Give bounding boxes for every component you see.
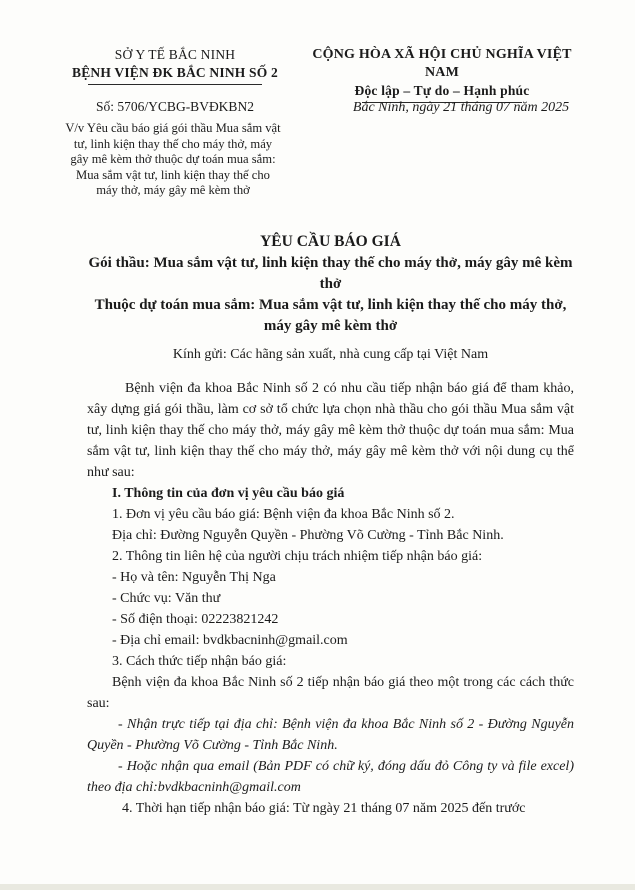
intro-paragraph: Bệnh viện đa khoa Bắc Ninh số 2 có nhu cầu tiếp nhận báo giá để tham khảo, xây dựng giá gói thầu, làm cơ sở tổ chức lựa chọn nhà thầu cho gói thầu Mua sắm vật tư, linh kiện thay thế cho máy thở, máy gây mê kèm thở thuộc dự toán mua sắm: Mua sắm vật tư, linh kiện thay thế cho máy thở, máy gây mê kèm thở với nội dung cụ thể như sau: <box>87 381 574 480</box>
page-bottom-edge <box>0 884 635 890</box>
salutation: Kính gửi: Các hãng sản xuất, nhà cung cấp tại Việt Nam <box>172 347 489 362</box>
issuing-authority: SỞ Y TẾ BẮC NINH <box>114 47 236 62</box>
document-subject: V/v Yêu cầu báo giá gói thầu Mua sắm vật tư, linh kiện thay thế cho máy thở, máy gây mê kèm thở thuộc dự toán mua sắm: Mua sắm vật tư, linh kiện thay thế cho máy thở, máy gây mê kèm thở <box>65 121 281 198</box>
method-email-paragraph: - Hoặc nhận qua email (Bản PDF có chữ ký, đóng dấu đỏ Công ty và file excel) theo địa chỉ:bvdkbacninh@gmail.com <box>87 759 574 795</box>
document-number: Số: 5706/YCBG-BVĐKBN2 <box>96 99 254 114</box>
package-title: Gói thầu: Mua sắm vật tư, linh kiện thay thế cho máy thở, máy gây mê kèm thở <box>88 255 573 292</box>
contact-email-line: - Địa chỉ email: bvdkbacninh@gmail.com <box>112 633 348 648</box>
estimate-title: Thuộc dự toán mua sắm: Mua sắm vật tư, linh kiện thay thế cho máy thở, máy gây mê kèm thở <box>94 297 567 334</box>
national-title: CỘNG HÒA XÃ HỘI CHỦ NGHĨA VIỆT NAM <box>312 47 572 80</box>
document-title: YÊU CẦU BÁO GIÁ <box>260 233 401 250</box>
contact-heading-line: 2. Thông tin liên hệ của người chịu trách nhiệm tiếp nhận báo giá: <box>112 549 483 564</box>
deadline-line: 4. Thời hạn tiếp nhận báo giá: Từ ngày 21 tháng 07 năm 2025 đến trước <box>122 801 526 816</box>
header-left-rule <box>88 84 262 85</box>
contact-name-line: - Họ và tên: Nguyễn Thị Nga <box>112 570 276 585</box>
contact-phone-line: - Số điện thoại: 02223821242 <box>112 612 279 627</box>
document-body <box>87 378 574 819</box>
title-block <box>87 231 574 337</box>
method-heading-line: 3. Cách thức tiếp nhận báo giá: <box>112 654 287 669</box>
header-left-block <box>60 46 290 85</box>
national-motto: Độc lập – Tự do – Hạnh phúc <box>354 83 530 98</box>
hospital-name: BỆNH VIỆN ĐK BẮC NINH SỐ 2 <box>72 65 278 80</box>
requesting-unit-line: 1. Đơn vị yêu cầu báo giá: Bệnh viện đa khoa Bắc Ninh số 2. <box>112 507 455 522</box>
method-intro-paragraph: Bệnh viện đa khoa Bắc Ninh số 2 tiếp nhận báo giá theo một trong các cách thức sau: <box>87 675 574 711</box>
place-date: Bắc Ninh, ngày 21 tháng 07 năm 2025 <box>352 100 570 115</box>
section-1-heading: I. Thông tin của đơn vị yêu cầu báo giá <box>112 486 345 501</box>
contact-position-line: - Chức vụ: Văn thư <box>112 591 221 606</box>
address-line: Địa chỉ: Đường Nguyễn Quyền - Phường Võ Cường - Tỉnh Bắc Ninh. <box>112 528 504 543</box>
method-direct-paragraph: - Nhận trực tiếp tại địa chỉ: Bệnh viện đa khoa Bắc Ninh số 2 - Đường Nguyễn Quyền - Phường Võ Cường - Tỉnh Bắc Ninh. <box>87 717 574 753</box>
header-right-block <box>296 46 588 103</box>
